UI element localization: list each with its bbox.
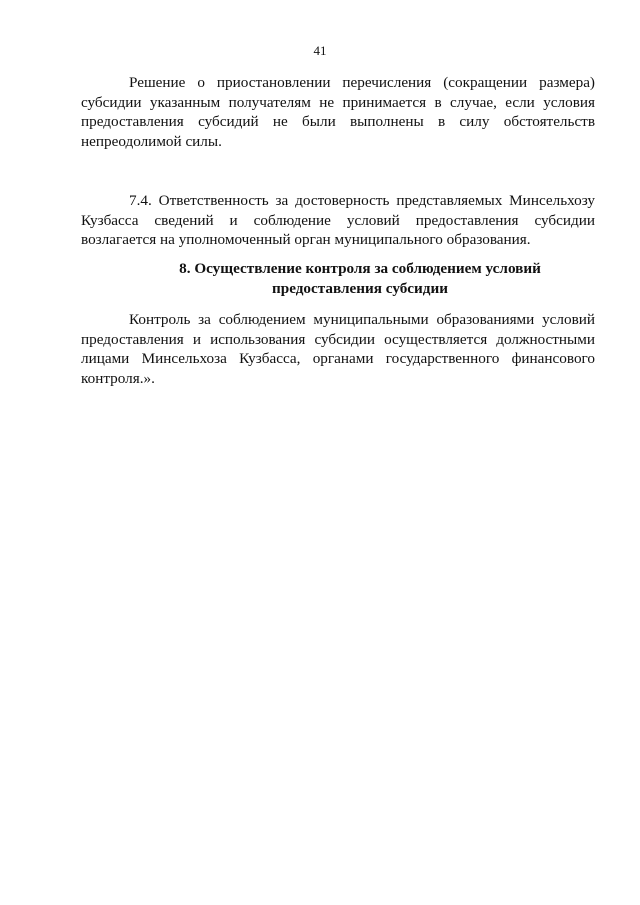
section-8-heading-line-2: предоставления субсидии — [272, 279, 448, 297]
paragraph-7-4-responsibility: 7.4. Ответственность за достоверность представляемых Минсельхозу Кузбасса сведений и соблюдение условий предоставления субсидии возлагается на уполномоченный орган муниципального образования. — [81, 192, 595, 249]
section-8-heading-line-1: 8. Осуществление контроля за соблюдением условий — [179, 260, 541, 277]
paragraph-control: Контроль за соблюдением муниципальными образованиями условий предоставления и использования субсидии осуществляется должностными лицами Минсельхоза Кузбасса, органами государственного финансового контроля.». — [81, 311, 595, 387]
section-8-heading — [81, 259, 595, 298]
page-number: 41 — [313, 43, 327, 58]
paragraph-suspension-decision: Решение о приостановлении перечисления (сокращении размера) субсидии указанным получателям не принимается в случае, если условия предоставления субсидий не были выполнены в силу обстоятельств непреодолимой силы. — [81, 74, 595, 150]
